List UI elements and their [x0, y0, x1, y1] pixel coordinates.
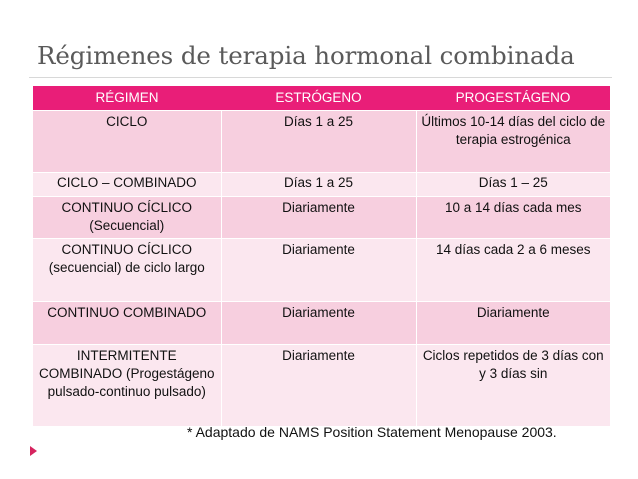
source-footnote: * Adaptado de NAMS Position Statement Menopause 2003. — [187, 424, 557, 440]
cell-estrogeno: Diariamente — [221, 239, 416, 302]
cell-estrogeno: Diariamente — [221, 345, 416, 427]
table-row — [33, 239, 610, 302]
cell-regimen: CICLO – COMBINADO — [33, 173, 221, 197]
cell-progestageno: Días 1 – 25 — [416, 173, 610, 197]
cell-regimen: CICLO — [33, 111, 221, 173]
cell-progestageno: Diariamente — [416, 302, 610, 345]
slide-title: Régimenes de terapia hormonal combinada — [37, 41, 575, 70]
table-header-row — [33, 86, 610, 111]
header-progestageno: PROGESTÁGENO — [416, 86, 610, 111]
cell-regimen: INTERMITENTE COMBINADO (Progestágeno pulsado-continuo pulsado) — [33, 345, 221, 427]
regimen-table — [33, 86, 610, 426]
table-row — [33, 111, 610, 173]
cell-regimen: CONTINUO CÍCLICO (secuencial) de ciclo largo — [33, 239, 221, 302]
table-row — [33, 197, 610, 239]
header-estrogeno: ESTRÓGENO — [221, 86, 416, 111]
header-regimen: RÉGIMEN — [33, 86, 221, 111]
cell-progestageno: Últimos 10-14 días del ciclo de terapia estrogénica — [416, 111, 610, 173]
cell-progestageno: 10 a 14 días cada mes — [416, 197, 610, 239]
cell-regimen: CONTINUO COMBINADO — [33, 302, 221, 345]
table-row — [33, 173, 610, 197]
title-divider — [29, 77, 612, 78]
table-row — [33, 302, 610, 345]
cell-progestageno: 14 días cada 2 a 6 meses — [416, 239, 610, 302]
table-row — [33, 345, 610, 427]
cell-estrogeno: Diariamente — [221, 197, 416, 239]
cell-regimen: CONTINUO CÍCLICO (Secuencial) — [33, 197, 221, 239]
regimen-table-container — [33, 86, 610, 426]
cell-estrogeno: Diariamente — [221, 302, 416, 345]
cell-progestageno: Ciclos repetidos de 3 días con y 3 días sin — [416, 345, 610, 427]
cell-estrogeno: Días 1 a 25 — [221, 173, 416, 197]
triangle-bullet-icon — [30, 446, 37, 456]
cell-estrogeno: Días 1 a 25 — [221, 111, 416, 173]
